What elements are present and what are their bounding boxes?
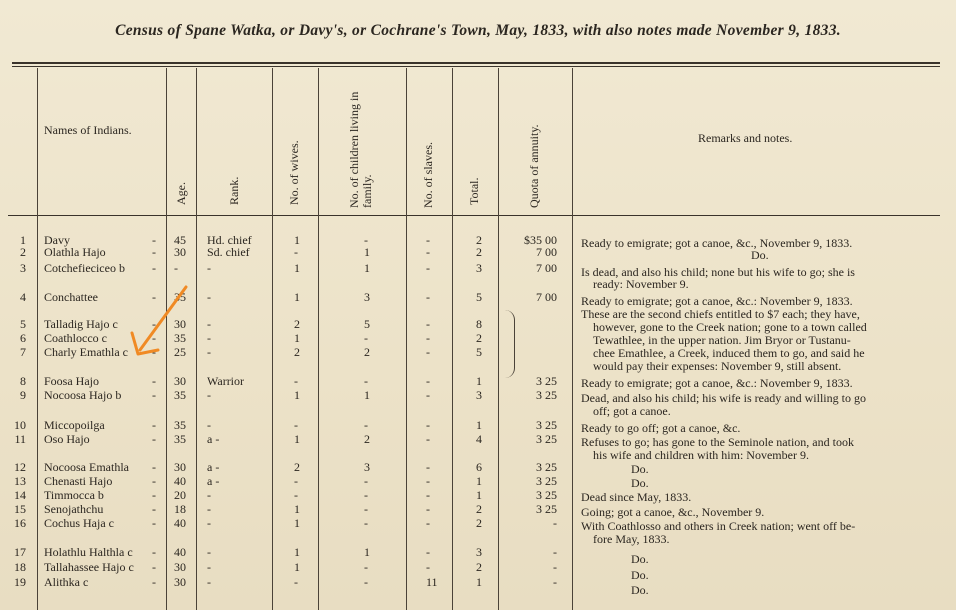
cell-slaves: -	[426, 233, 430, 247]
cell-total: 2	[476, 560, 482, 574]
remark-line: his wife and children with him: November 9.	[593, 448, 809, 462]
cell-age: 40	[174, 545, 186, 559]
cell-total: 2	[476, 331, 482, 345]
cell-children: -	[364, 488, 368, 502]
remark-line: Ready to emigrate; got a canoe, &c., November 9, 1833.	[581, 236, 853, 250]
leader-dash: -	[152, 488, 156, 502]
cell-rank: Warrior	[207, 374, 245, 388]
cell-total: 5	[476, 345, 482, 359]
cell-children: -	[364, 233, 368, 247]
cell-quota: 3 25	[536, 488, 557, 502]
leader-dash: -	[152, 474, 156, 488]
cell-wives: 1	[294, 261, 300, 275]
cell-total: 1	[476, 474, 482, 488]
cell-num: 19	[14, 575, 26, 589]
leader-dash: -	[152, 317, 156, 331]
cell-quota: -	[553, 545, 557, 559]
remark-line: These are the second chiefs entitled to $7 each; they have,	[581, 307, 860, 321]
cell-quota: 3 25	[536, 388, 557, 402]
cell-children: 1	[364, 261, 370, 275]
remark-line: With Coathlosso and others in Creek nation; went off be-	[581, 519, 856, 533]
remark-line: Ready to go off; got a canoe, &c.	[581, 421, 741, 435]
cell-quota: $35 00	[524, 233, 557, 247]
cell-rank: -	[207, 317, 211, 331]
page-title: Census of Spane Watka, or Davy's, or Cochrane's Town, May, 1833, with also notes made November 9, 1833.	[115, 22, 841, 39]
cell-quota: -	[553, 560, 557, 574]
cell-slaves: -	[426, 432, 430, 446]
cell-num: 15	[14, 502, 26, 516]
cell-num: 16	[14, 516, 26, 530]
header-children: No. of children living in family.	[347, 91, 374, 208]
cell-slaves: -	[426, 460, 430, 474]
cell-name: Alithka c	[44, 575, 89, 589]
cell-slaves: -	[426, 474, 430, 488]
cell-total: 1	[476, 418, 482, 432]
cell-age: 45	[174, 233, 186, 247]
header-remarks: Remarks and notes.	[698, 131, 793, 145]
cell-total: 3	[476, 261, 482, 275]
leader-dash: -	[152, 345, 156, 359]
cell-wives: -	[294, 245, 298, 259]
cell-rank: -	[207, 418, 211, 432]
cell-rank: -	[207, 488, 211, 502]
cell-total: 2	[476, 502, 482, 516]
leader-dash: -	[152, 331, 156, 345]
cell-wives: 2	[294, 460, 300, 474]
cell-rank: a -	[207, 432, 220, 446]
remark-line: Refuses to go; has gone to the Seminole nation, and took	[581, 435, 854, 449]
cell-name: Olathla Hajo	[44, 245, 106, 259]
cell-total: 6	[476, 460, 482, 474]
header-age: Age.	[174, 182, 188, 205]
cell-total: 2	[476, 516, 482, 530]
remark-line: Ready to emigrate; got a canoe, &c.: November 9, 1833.	[581, 294, 853, 308]
cell-slaves: -	[426, 545, 430, 559]
cell-age: 25	[174, 345, 186, 359]
cell-rank: -	[207, 502, 211, 516]
leader-dash: -	[152, 560, 156, 574]
cell-quota: -	[553, 575, 557, 589]
cell-name: Nocoosa Emathla	[44, 460, 129, 474]
remark-line: Do.	[631, 568, 649, 582]
cell-num: 2	[20, 245, 26, 259]
cell-wives: -	[294, 488, 298, 502]
cell-rank: -	[207, 261, 211, 275]
cell-total: 8	[476, 317, 482, 331]
cell-name: Chenasti Hajo	[44, 474, 113, 488]
cell-quota: 3 25	[536, 502, 557, 516]
cell-name: Timmocca b	[44, 488, 104, 502]
cell-slaves: -	[426, 245, 430, 259]
cell-quota: 7 00	[536, 290, 557, 304]
cell-total: 3	[476, 388, 482, 402]
cell-children: -	[364, 516, 368, 530]
leader-dash: -	[152, 290, 156, 304]
cell-children: -	[364, 474, 368, 488]
cell-slaves: 11	[426, 575, 438, 589]
remark-line: Do.	[631, 462, 649, 476]
cell-total: 1	[476, 374, 482, 388]
cell-name: Holathlu Halthla c	[44, 545, 133, 559]
cell-children: 3	[364, 290, 370, 304]
cell-num: 17	[14, 545, 26, 559]
cell-num: 1	[20, 233, 26, 247]
cell-wives: 2	[294, 317, 300, 331]
cell-total: 1	[476, 488, 482, 502]
cell-children: -	[364, 560, 368, 574]
remark-line: Going; got a canoe, &c., November 9.	[581, 505, 765, 519]
remark-line: Is dead, and also his child; none but his wife to go; she is	[581, 265, 855, 279]
cell-wives: 1	[294, 516, 300, 530]
cell-name: Foosa Hajo	[44, 374, 99, 388]
leader-dash: -	[152, 460, 156, 474]
cell-children: 3	[364, 460, 370, 474]
leader-dash: -	[152, 502, 156, 516]
leader-dash: -	[152, 374, 156, 388]
cell-children: 5	[364, 317, 370, 331]
cell-wives: -	[294, 575, 298, 589]
remark-line: fore May, 1833.	[593, 532, 670, 546]
cell-slaves: -	[426, 388, 430, 402]
remark-line: Do.	[631, 552, 649, 566]
cell-age: 30	[174, 374, 186, 388]
remark-line: Dead since May, 1833.	[581, 490, 692, 504]
cell-slaves: -	[426, 317, 430, 331]
cell-rank: -	[207, 560, 211, 574]
cell-num: 6	[20, 331, 26, 345]
cell-wives: 1	[294, 331, 300, 345]
cell-rank: -	[207, 290, 211, 304]
cell-name: Davy	[44, 233, 70, 247]
cell-quota: 3 25	[536, 460, 557, 474]
cell-wives: 1	[294, 290, 300, 304]
cell-slaves: -	[426, 502, 430, 516]
cell-name: Conchattee	[44, 290, 98, 304]
cell-children: -	[364, 575, 368, 589]
cell-children: 2	[364, 345, 370, 359]
remark-line: Dead, and also his child; his wife is ready and willing to go	[581, 391, 866, 405]
cell-quota: 3 25	[536, 374, 557, 388]
cell-num: 8	[20, 374, 26, 388]
cell-total: 4	[476, 432, 482, 446]
cell-wives: -	[294, 418, 298, 432]
header-rank: Rank.	[227, 176, 241, 205]
leader-dash: -	[152, 432, 156, 446]
cell-rank: a -	[207, 460, 220, 474]
cell-age: 35	[174, 331, 186, 345]
cell-children: 1	[364, 545, 370, 559]
cell-age: 30	[174, 560, 186, 574]
cell-num: 10	[14, 418, 26, 432]
cell-rank: Hd. chief	[207, 233, 252, 247]
cell-rank: a -	[207, 474, 220, 488]
cell-age: 35	[174, 432, 186, 446]
cell-num: 7	[20, 345, 26, 359]
cell-total: 2	[476, 245, 482, 259]
cell-age: 35	[174, 388, 186, 402]
cell-name: Cochus Haja c	[44, 516, 114, 530]
remark-line: Do.	[631, 476, 649, 490]
header-wives: No. of wives.	[287, 140, 301, 205]
cell-children: 1	[364, 388, 370, 402]
remark-line: Do.	[751, 248, 769, 262]
cell-slaves: -	[426, 374, 430, 388]
cell-num: 9	[20, 388, 26, 402]
cell-age: -	[174, 261, 178, 275]
cell-slaves: -	[426, 560, 430, 574]
remark-line: Ready to emigrate; got a canoe, &c.: November 9, 1833.	[581, 376, 853, 390]
cell-children: -	[364, 331, 368, 345]
cell-age: 18	[174, 502, 186, 516]
cell-name: Talladig Hajo c	[44, 317, 118, 331]
cell-age: 30	[174, 575, 186, 589]
cell-total: 5	[476, 290, 482, 304]
cell-wives: 1	[294, 233, 300, 247]
cell-name: Charly Emathla c	[44, 345, 128, 359]
cell-slaves: -	[426, 488, 430, 502]
cell-rank: Sd. chief	[207, 245, 250, 259]
cell-slaves: -	[426, 516, 430, 530]
cell-wives: 1	[294, 388, 300, 402]
cell-total: 2	[476, 233, 482, 247]
leader-dash: -	[152, 261, 156, 275]
cell-age: 40	[174, 474, 186, 488]
remark-line: ready: November 9.	[593, 277, 689, 291]
cell-wives: 1	[294, 545, 300, 559]
leader-dash: -	[152, 245, 156, 259]
cell-rank: -	[207, 575, 211, 589]
remark-line: Do.	[631, 583, 649, 597]
cell-quota: 3 25	[536, 432, 557, 446]
cell-num: 4	[20, 290, 26, 304]
leader-dash: -	[152, 575, 156, 589]
cell-num: 12	[14, 460, 26, 474]
remark-line: chee Emathlee, a Creek, induced them to go, and said he	[593, 346, 865, 360]
cell-name: Oso Hajo	[44, 432, 90, 446]
header-quota: Quota of annuity.	[527, 124, 541, 208]
cell-rank: -	[207, 345, 211, 359]
cell-children: -	[364, 418, 368, 432]
cell-rank: -	[207, 331, 211, 345]
cell-quota: 3 25	[536, 418, 557, 432]
cell-num: 14	[14, 488, 26, 502]
cell-quota: 7 00	[536, 261, 557, 275]
leader-dash: -	[152, 388, 156, 402]
cell-children: -	[364, 374, 368, 388]
cell-slaves: -	[426, 418, 430, 432]
cell-children: 1	[364, 245, 370, 259]
cell-quota: -	[553, 516, 557, 530]
cell-name: Miccopoilga	[44, 418, 105, 432]
cell-slaves: -	[426, 261, 430, 275]
cell-wives: 1	[294, 502, 300, 516]
cell-quota: 3 25	[536, 474, 557, 488]
cell-wives: -	[294, 374, 298, 388]
cell-num: 18	[14, 560, 26, 574]
cell-rank: -	[207, 388, 211, 402]
cell-name: Coathlocco c	[44, 331, 107, 345]
cell-children: 2	[364, 432, 370, 446]
cell-num: 11	[14, 432, 26, 446]
cell-num: 3	[20, 261, 26, 275]
cell-quota: 7 00	[536, 245, 557, 259]
remark-line: would pay their expenses: November 9, still absent.	[593, 359, 842, 373]
cell-age: 35	[174, 290, 186, 304]
header-total: Total.	[467, 177, 481, 205]
cell-total: 3	[476, 545, 482, 559]
cell-wives: 1	[294, 432, 300, 446]
cell-age: 35	[174, 418, 186, 432]
cell-rank: -	[207, 545, 211, 559]
leader-dash: -	[152, 418, 156, 432]
header-slaves: No. of slaves.	[421, 142, 435, 208]
remark-line: however, gone to the Creek nation; gone to a town called	[593, 320, 867, 334]
header-names: Names of Indians.	[44, 123, 132, 137]
cell-num: 13	[14, 474, 26, 488]
cell-name: Cotchefieciceo b	[44, 261, 125, 275]
cell-num: 5	[20, 317, 26, 331]
cell-age: 40	[174, 516, 186, 530]
cell-age: 30	[174, 317, 186, 331]
cell-wives: 2	[294, 345, 300, 359]
remark-line: Tewathlee, in the upper nation. Jim Bryor or Tustanu-	[593, 333, 851, 347]
leader-dash: -	[152, 545, 156, 559]
cell-rank: -	[207, 516, 211, 530]
cell-name: Senojathchu	[44, 502, 104, 516]
cell-slaves: -	[426, 331, 430, 345]
cell-age: 20	[174, 488, 186, 502]
cell-name: Nocoosa Hajo b	[44, 388, 122, 402]
leader-dash: -	[152, 516, 156, 530]
cell-slaves: -	[426, 290, 430, 304]
cell-age: 30	[174, 245, 186, 259]
remark-line: off; got a canoe.	[593, 404, 671, 418]
cell-total: 1	[476, 575, 482, 589]
cell-slaves: -	[426, 345, 430, 359]
cell-children: -	[364, 502, 368, 516]
cell-age: 30	[174, 460, 186, 474]
cell-wives: -	[294, 474, 298, 488]
leader-dash: -	[152, 233, 156, 247]
cell-name: Tallahassee Hajo c	[44, 560, 134, 574]
cell-wives: 1	[294, 560, 300, 574]
